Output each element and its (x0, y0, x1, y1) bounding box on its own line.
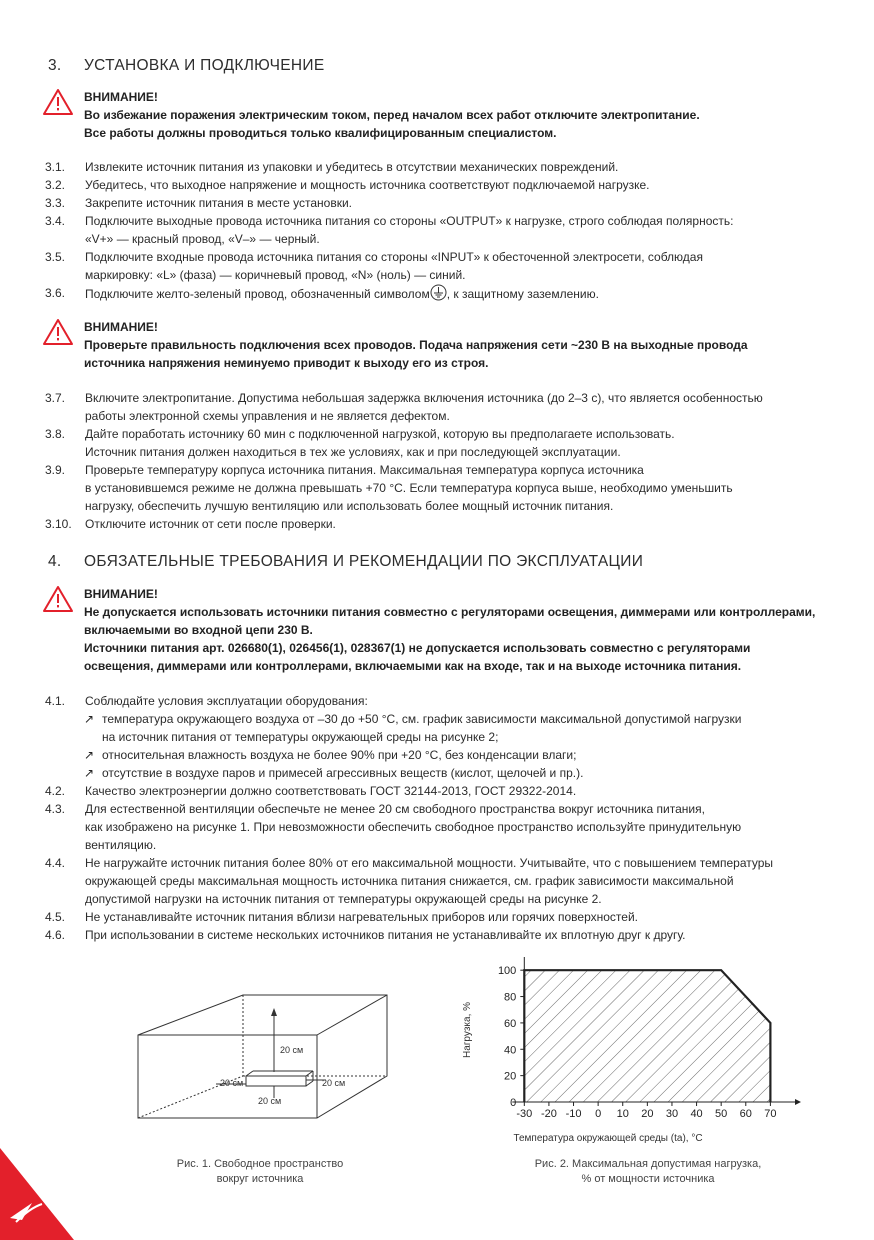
chart-y-tick-label: 0 (510, 1097, 517, 1109)
section-4-heading (48, 553, 643, 571)
list-item: 3.2. Убедитесь, что выходное напряжение и мощность источника соответствуют подключаемой нагрузке. (45, 178, 650, 192)
chart-x-tick-label: 60 (739, 1108, 752, 1120)
section-3-heading (48, 57, 324, 75)
chart-y-tick-label: 100 (497, 965, 517, 978)
chart-x-tick-label: 0 (595, 1108, 602, 1120)
warning-triangle-icon (42, 88, 74, 116)
warning-title: ВНИМАНИЕ! (84, 320, 158, 334)
list-item: 3.8. Дайте поработать источнику 60 мин с подключенной нагрузкой, которую вы предполагаете использовать. Источник питания должен находиться в тех же условиях, как и при последующей эксплуатации. (45, 427, 675, 459)
list-item: 3.10. Отключите источник от сети после проверки. (45, 517, 336, 531)
section-3-list-continued (45, 389, 845, 533)
chart-x-axis-arrow (795, 1099, 801, 1105)
list-item: 3.7. Включите электропитание. Допустима небольшая задержка включения источника (до 2–3 с), что является особенностью работы электронной схемы управления и не является дефектом. (45, 391, 763, 423)
list-item: 4.1. Соблюдайте условия эксплуатации оборудования: (45, 694, 368, 708)
arrow-bullet-icon: ↗ (84, 748, 95, 762)
section-3-list (45, 158, 845, 303)
warning-text: Источники питания арт. 026680(1), 026456(1), 028367(1) не допускается использовать совместно с регуляторами (84, 641, 751, 655)
dimension-label-top: 20 см (280, 1045, 304, 1055)
warning-text: освещения, диммерами или контроллерами, включаемыми как на входе, так и на выходе источника питания. (84, 659, 742, 673)
list-item: 3.4. Подключите выходные провода источника питания со стороны «OUTPUT» к нагрузке, строго соблюдая полярность: «V+» — красный провод, «V–» — черный. (45, 214, 734, 246)
list-item: 3.3. Закрепите источник питания в месте установки. (45, 196, 352, 210)
warning-text: Во избежание поражения электрическим током, перед началом всех работ отключите электропитание. (84, 108, 700, 122)
chart-y-axis-label: Нагрузка, % (462, 1001, 473, 1059)
dimension-label-bottom: 20 см (258, 1096, 282, 1106)
warning-text: включаемыми во входной цепи 230 В. (84, 623, 313, 637)
section-number: 4. (48, 553, 62, 570)
figure-2-load-chart (450, 952, 810, 1152)
figure-1-box-diagram (130, 990, 400, 1130)
warning-title: ВНИМАНИЕ! (84, 90, 158, 104)
bullet-item: ↗ относительная влажность воздуха не более 90% при +20 °C, без конденсации влаги; (84, 748, 577, 762)
bullet-item: ↗ отсутствие в воздухе паров и примесей агрессивных веществ (кислот, щелочей и пр.). (84, 766, 584, 780)
section-title: ОБЯЗАТЕЛЬНЫЕ ТРЕБОВАНИЯ И РЕКОМЕНДАЦИИ ПО ЭКСПЛУАТАЦИИ (84, 553, 644, 570)
figure-1-caption: Рис. 1. Свободное пространство вокруг источника (176, 1158, 344, 1185)
chart-y-tick-label: 80 (504, 991, 517, 1004)
chart-x-tick-label: -20 (540, 1108, 557, 1120)
warning-block-3 (42, 585, 842, 675)
chart-x-tick-label: 70 (764, 1108, 777, 1120)
chart-area-fill (524, 970, 770, 1102)
chart-x-tick-label: -10 (565, 1108, 582, 1120)
dimension-label-right: 20 см (322, 1078, 346, 1088)
chart-y-tick-label: 60 (504, 1017, 517, 1030)
warning-triangle-icon (42, 585, 74, 613)
chart-y-tick-label: 40 (504, 1044, 517, 1057)
figure-2-caption: Рис. 2. Максимальная допустимая нагрузка, % от мощности источника (534, 1158, 762, 1185)
list-item: 4.3. Для естественной вентиляции обеспечьте не менее 20 см свободного пространства вокруг источника питания, как изображено на рисунке 1. При невозможности обеспечить свободное пространство используйте принудительную вентиляцию. (45, 802, 742, 852)
list-item: 3.6. Подключите желто-зеленый провод, обозначенный символом , к защитному заземлению. (45, 286, 599, 301)
chart-x-tick-label: -30 (516, 1108, 533, 1120)
warning-text: Проверьте правильность подключения всех проводов. Подача напряжения сети ~230 В на выходные провода (84, 338, 748, 352)
chart-x-tick-label: 10 (616, 1108, 629, 1120)
arrow-bullet-icon: ↗ (84, 766, 95, 780)
warning-triangle-icon (42, 318, 74, 346)
chart-x-tick-label: 40 (690, 1108, 703, 1120)
list-item: 4.4. Не нагружайте источник питания более 80% от его максимальной мощности. Учитывайте, что с повышением температуры окружающей среды максимальная мощность источника питания снижается, см. график зависимости максимальной допустимой нагрузки на источник питания от температуры окружающей среды на рисунке 2. (45, 856, 774, 906)
warning-text: Не допускается использовать источники питания совместно с регуляторами освещения, диммерами или контроллерами, (84, 605, 816, 619)
chart-y-tick-label: 20 (504, 1070, 517, 1083)
arrow-bullet-icon: ↗ (84, 712, 95, 726)
ground-symbol-icon (430, 284, 447, 301)
warning-block-2 (42, 318, 842, 372)
warning-text: Все работы должны проводиться только квалифицированным специалистом. (84, 126, 557, 140)
section-number: 3. (48, 57, 62, 74)
dimension-label-left: 20 см (220, 1078, 244, 1088)
chart-x-tick-label: 20 (641, 1108, 654, 1120)
chart-x-tick-label: 50 (715, 1108, 728, 1120)
chart-x-tick-label: 30 (665, 1108, 679, 1120)
list-item: 4.5. Не устанавливайте источник питания вблизи нагревательных приборов или горячих поверхностей. (45, 910, 639, 924)
section-4-list (45, 692, 845, 944)
list-item: 3.1. Извлеките источник питания из упаковки и убедитесь в отсутствии механических повреждений. (45, 160, 619, 174)
list-item: 3.9. Проверьте температуру корпуса источника питания. Максимальная температура корпуса источника в установившемся режиме не должна превышать +70 °C. Если температура корпуса выше, необходимо уменьшить нагрузку, обеспечить лучшую вентиляцию или использовать более мощный источник питания. (45, 463, 733, 513)
list-item: 4.6. При использовании в системе нескольких источников питания не устанавливайте их вплотную друг к другу. (45, 928, 686, 942)
warning-text: источника напряжения неминуемо приводит к выходу его из строя. (84, 356, 489, 370)
warning-title: ВНИМАНИЕ! (84, 587, 158, 601)
list-item: 4.2. Качество электроэнергии должно соответствовать ГОСТ 32144-2013, ГОСТ 29322-2014. (45, 784, 577, 798)
brand-corner-logo (0, 1148, 80, 1240)
section-title: УСТАНОВКА И ПОДКЛЮЧЕНИЕ (84, 57, 325, 74)
list-item: 3.5. Подключите входные провода источника питания со стороны «INPUT» к обесточенной электросети, соблюдая маркировку: «L» (фаза) — коричневый провод, «N» (ноль) — синий. (45, 250, 703, 282)
warning-block-1 (42, 88, 842, 142)
chart-x-axis-label: Температура окружающей среды (ta), °C (513, 1133, 703, 1144)
bullet-item: ↗ температура окружающего воздуха от –30 до +50 °C, см. график зависимости максимальной допустимой нагрузки на источник питания от температуры окружающей среды на рисунке 2; (84, 712, 742, 744)
